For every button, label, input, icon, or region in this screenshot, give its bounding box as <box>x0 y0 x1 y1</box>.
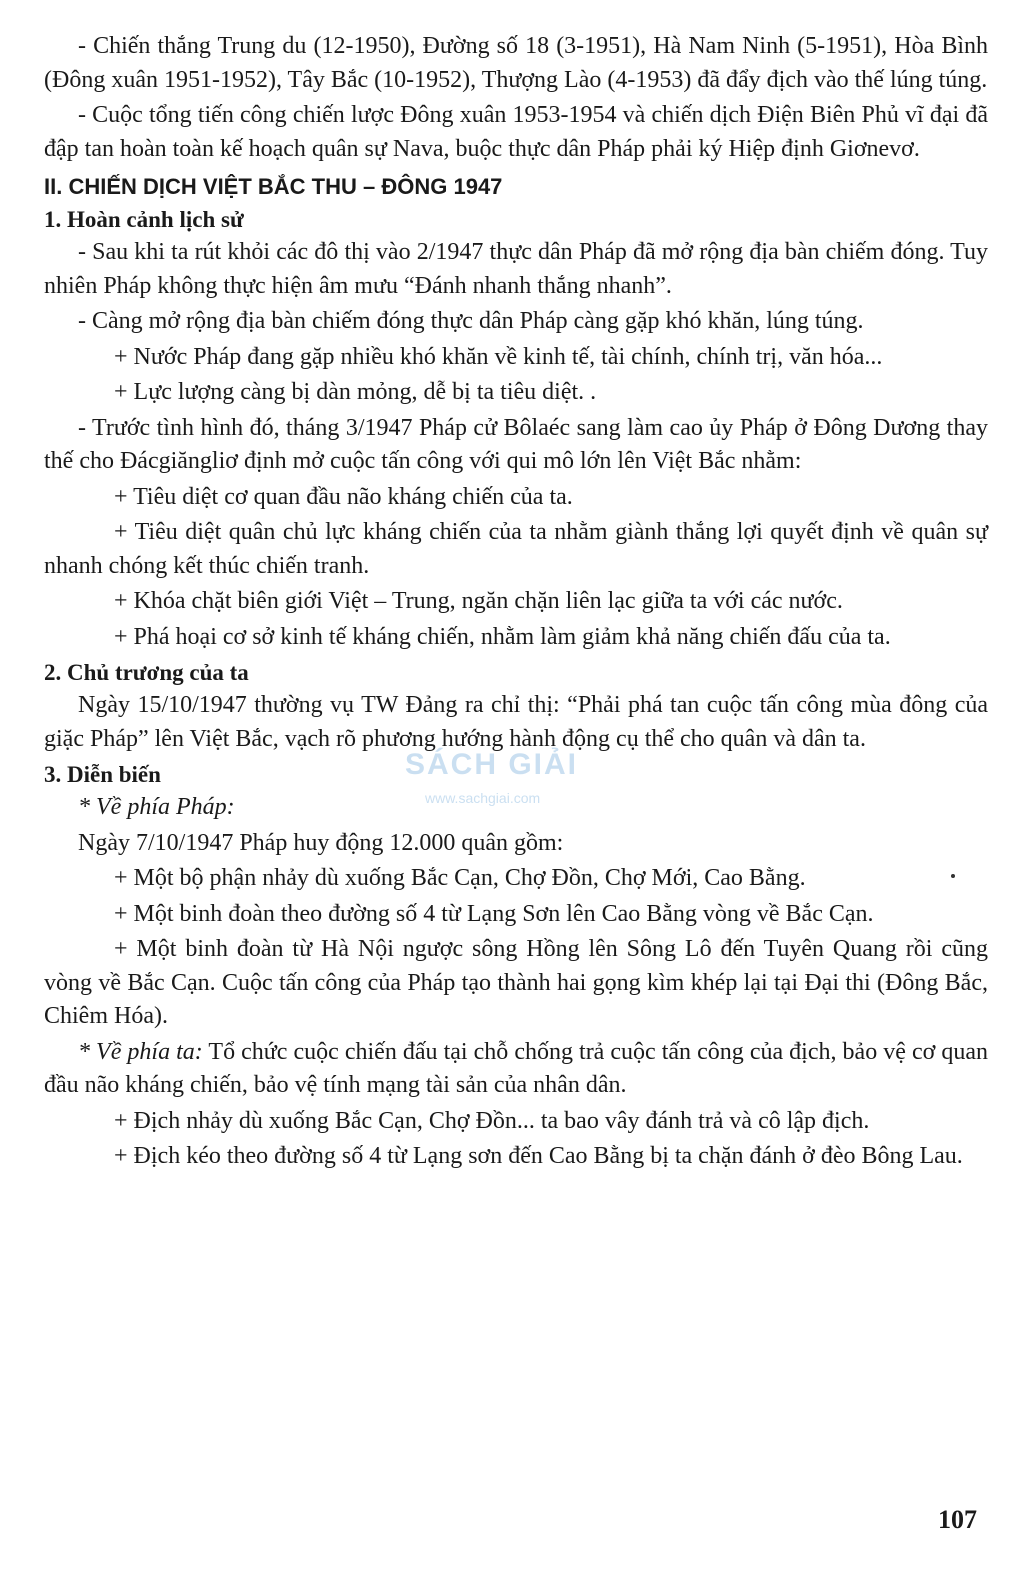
ta-text: Tổ chức cuộc chiến đấu tại chỗ chống trả cuộc tấn công của địch, bảo vệ cơ quan đầu não kháng chiến, bảo vệ tính mạng tài sản của nhân dân. <box>44 1038 988 1098</box>
page-content <box>44 30 988 1176</box>
phap-label: * Về phía Pháp: <box>78 794 235 820</box>
intro-paragraph-2: - Cuộc tổng tiến công chiến lược Đông xuân 1953-1954 và chiến dịch Điện Biên Phủ vĩ đại đã đập tan hoàn toàn kế hoạch quân sự Nava, buộc thực dân Pháp phải ký Hiệp định Giơnevơ. <box>44 102 988 162</box>
ta-label: * Về phía ta: <box>78 1038 203 1065</box>
subsection-2-title: 2. Chủ trương của ta <box>44 660 249 685</box>
subsection-1-title: 1. Hoàn cảnh lịch sử <box>44 207 244 232</box>
sub3-bullet-4: + Địch nhảy dù xuống Bắc Cạn, Chợ Đồn... ta bao vây đánh trả và cô lập địch. <box>114 1107 870 1134</box>
watermark-title: SÁCH GIẢI <box>405 748 579 781</box>
sub1-bullet-2: + Lực lượng càng bị dàn mỏng, dễ bị ta tiêu diệt. . <box>114 379 597 405</box>
sub3-bullet-2: + Một binh đoàn theo đường số 4 từ Lạng Sơn lên Cao Bằng vòng về Bắc Cạn. <box>114 900 874 927</box>
sub3-bullet-1: + Một bộ phận nhảy dù xuống Bắc Cạn, Chợ Đồn, Chợ Mới, Cao Bằng. <box>114 865 806 891</box>
section-heading: II. CHIẾN DỊCH VIỆT BẮC THU – ĐÔNG 1947 <box>44 174 503 199</box>
sub1-paragraph-2: - Càng mở rộng địa bàn chiếm đóng thực dân Pháp càng gặp khó khăn, lúng túng. <box>78 308 864 334</box>
ta-paragraph <box>44 1036 988 1103</box>
page-number: 107 <box>938 1505 977 1534</box>
sub3-paragraph-1: Ngày 7/10/1947 Pháp huy động 12.000 quân gồm: <box>78 829 564 856</box>
stray-dot <box>951 874 955 878</box>
watermark-url: www.sachgiai.com <box>425 790 541 806</box>
subsection-3-title: 3. Diễn biến <box>44 762 161 787</box>
sub1-paragraph-3: - Trước tình hình đó, tháng 3/1947 Pháp cử Bôlaéc sang làm cao ủy Pháp ở Đông Dương thay thế cho Đácgiăngliơ định mở cuộc tấn công với qui mô lớn lên Việt Bắc nhằm: <box>44 414 988 474</box>
sub1-bullet-6: + Phá hoại cơ sở kinh tế kháng chiến, nhằm làm giảm khả năng chiến đấu của ta. <box>114 623 891 650</box>
watermark-logo <box>405 748 605 828</box>
sub3-bullet-5: + Địch kéo theo đường số 4 từ Lạng sơn đến Cao Bằng bị ta chặn đánh ở đèo Bông Lau. <box>114 1143 963 1169</box>
intro-paragraph-1: - Chiến thắng Trung du (12-1950), Đường số 18 (3-1951), Hà Nam Ninh (5-1951), Hòa Bình (Đông xuân 1951-1952), Tây Bắc (10-1952), Thượng Lào (4-1953) đã đẩy địch vào thế lúng túng. <box>44 33 988 93</box>
sub1-bullet-1: + Nước Pháp đang gặp nhiều khó khăn về kinh tế, tài chính, chính trị, văn hóa... <box>114 343 883 370</box>
sub1-bullet-5: + Khóa chặt biên giới Việt – Trung, ngăn chặn liên lạc giữa ta với các nước. <box>114 588 843 614</box>
sub1-bullet-4: + Tiêu diệt quân chủ lực kháng chiến của ta nhằm giành thắng lợi quyết định về quân sự nhanh chóng kết thúc chiến tranh. <box>44 519 988 579</box>
sub1-bullet-3: + Tiêu diệt cơ quan đầu não kháng chiến của ta. <box>114 483 573 510</box>
sub2-paragraph-1: Ngày 15/10/1947 thường vụ TW Đảng ra chỉ thị: “Phải phá tan cuộc tấn công mùa đông của giặc Pháp” lên Việt Bắc, vạch rõ phương hướng hành động cụ thể cho quân và dân ta. <box>44 692 988 752</box>
sub3-bullet-3: + Một binh đoàn từ Hà Nội ngược sông Hồng lên Sông Lô đến Tuyên Quang rồi cũng vòng về Bắc Cạn. Cuộc tấn công của Pháp tạo thành hai gọng kìm khép lại tại Đại thi (Đông Bắc, Chiêm Hóa). <box>44 936 988 1029</box>
sub1-paragraph-1: - Sau khi ta rút khỏi các đô thị vào 2/1947 thực dân Pháp đã mở rộng địa bàn chiếm đóng. Tuy nhiên Pháp không thực hiện âm mưu “Đánh nhanh thắng nhanh”. <box>44 239 988 299</box>
